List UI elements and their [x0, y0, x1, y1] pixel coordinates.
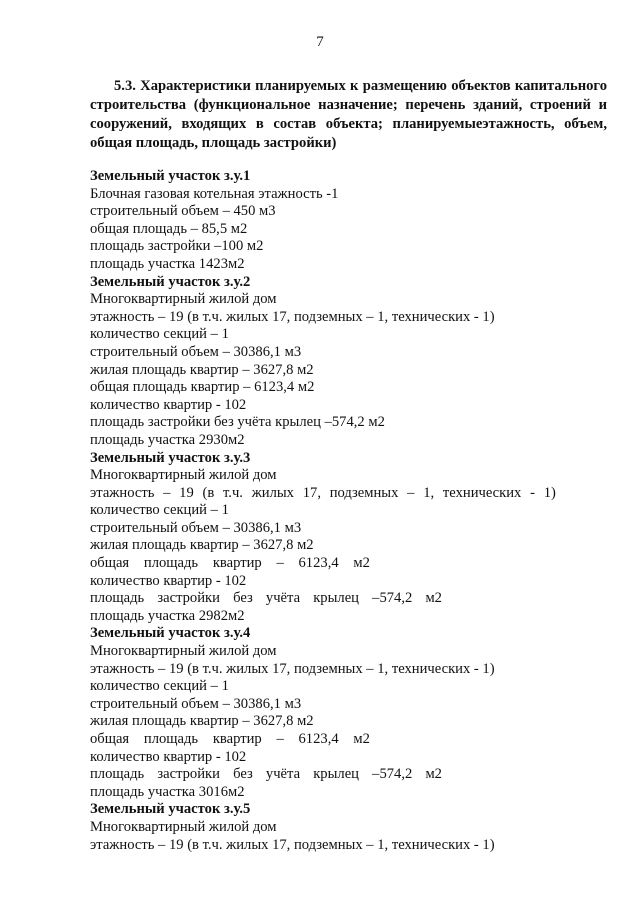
- plot-block-2: [90, 274, 560, 450]
- word: –574,2: [372, 766, 413, 783]
- plot-line: Многоквартирный жилой дом: [90, 643, 277, 660]
- word: 19: [179, 484, 194, 501]
- word: жилых: [251, 484, 294, 501]
- word: технических: [442, 484, 522, 501]
- plot-line: Многоквартирный жилой дом: [90, 467, 277, 484]
- word: общая: [90, 555, 130, 572]
- plot-line: строительный объем – 450 м3: [90, 203, 276, 220]
- plot-line: Многоквартирный жилой дом: [90, 818, 277, 835]
- page-number: 7: [316, 34, 324, 50]
- section-number: 5.3.: [114, 78, 136, 94]
- section-title: Характеристики планируемых к размещению объектов капитального строительства (функциональное назначение; перечень зданий, строений и сооружений, входящих в состав объекта; планируемыеэтажность, объем, общая площадь, площадь застройки): [90, 78, 607, 151]
- word: квартир: [212, 555, 262, 572]
- word: площадь: [90, 590, 145, 607]
- plot-line: жилая площадь квартир – 3627,8 м2: [90, 361, 314, 378]
- plot-line: площадь участка 3016м2: [90, 783, 245, 800]
- plot-line: количество секций – 1: [90, 502, 229, 519]
- section-heading: [90, 77, 607, 153]
- plot-line: количество секций – 1: [90, 326, 229, 343]
- word: общая: [90, 731, 130, 747]
- word: (в: [202, 484, 215, 501]
- plot-line: Многоквартирный жилой дом: [90, 291, 277, 308]
- word: –: [276, 731, 284, 747]
- plot-line: [90, 766, 442, 784]
- word: –: [163, 484, 171, 501]
- word: учёта: [265, 766, 301, 783]
- plot-line: строительный объем – 30386,1 м3: [90, 695, 302, 712]
- word: учёта: [265, 590, 301, 607]
- word: м2: [353, 731, 370, 747]
- plot-line: общая площадь квартир – 6123,4 м2: [90, 379, 315, 396]
- plot-line: площадь застройки –100 м2: [90, 238, 264, 255]
- word: –: [276, 555, 284, 572]
- document-body: [90, 168, 560, 854]
- word: подземных: [329, 484, 399, 501]
- word: 1,: [423, 484, 435, 501]
- plot-line: этажность – 19 (в т.ч. жилых 17, подземных – 1, технических - 1): [90, 660, 495, 677]
- word: 17,: [302, 484, 321, 501]
- plot-line: строительный объем – 30386,1 м3: [90, 343, 302, 360]
- plot-line: [90, 555, 370, 573]
- plot-line: [90, 590, 442, 608]
- word: м2: [353, 555, 370, 572]
- plot-line: общая площадь – 85,5 м2: [90, 220, 248, 237]
- plot-line: количество секций – 1: [90, 678, 229, 695]
- plot-block-5: [90, 801, 560, 854]
- word: –: [407, 484, 415, 501]
- word: 6123,4: [298, 731, 339, 747]
- word: застройки: [157, 590, 220, 607]
- word: этажность: [90, 484, 155, 501]
- plot-line: количество квартир - 102: [90, 748, 247, 765]
- word: м2: [425, 590, 442, 607]
- plot-title: Земельный участок з.у.5: [90, 801, 251, 818]
- plot-line: жилая площадь квартир – 3627,8 м2: [90, 713, 314, 730]
- plot-line: этажность – 19 (в т.ч. жилых 17, подземных – 1, технических - 1): [90, 836, 495, 853]
- plot-line: количество квартир - 102: [90, 396, 247, 413]
- plot-title: Земельный участок з.у.1: [90, 168, 251, 184]
- plot-title: Земельный участок з.у.3: [90, 449, 251, 466]
- word: 1): [543, 484, 556, 501]
- plot-line: площадь застройки без учёта крылец –574,2 м2: [90, 414, 385, 431]
- word: т.ч.: [223, 484, 243, 501]
- plot-line: этажность – 19 (в т.ч. жилых 17, подземных – 1, технических - 1): [90, 308, 495, 325]
- plot-line: жилая площадь квартир – 3627,8 м2: [90, 537, 314, 554]
- word: площадь: [143, 731, 199, 747]
- plot-title: Земельный участок з.у.4: [90, 625, 251, 642]
- word: 6123,4: [298, 555, 339, 572]
- word: крылец: [313, 766, 359, 783]
- plot-line: [90, 731, 370, 749]
- word: крылец: [313, 590, 359, 607]
- plot-line: строительный объем – 30386,1 м3: [90, 519, 302, 536]
- plot-line: Блочная газовая котельная этажность -1: [90, 185, 339, 202]
- plot-line: количество квартир - 102: [90, 572, 247, 589]
- word: –574,2: [372, 590, 413, 607]
- word: без: [233, 590, 253, 607]
- word: без: [233, 766, 253, 783]
- word: застройки: [157, 766, 220, 783]
- word: площадь: [143, 555, 199, 572]
- plot-line: площадь участка 2930м2: [90, 431, 245, 448]
- plot-line: [90, 485, 556, 503]
- word: квартир: [212, 731, 262, 747]
- plot-block-3: [90, 450, 560, 626]
- plot-block-4: [90, 625, 560, 801]
- word: -: [530, 484, 535, 501]
- plot-line: площадь участка 1423м2: [90, 255, 245, 272]
- plot-title: Земельный участок з.у.2: [90, 273, 251, 290]
- word: площадь: [90, 766, 145, 783]
- plot-line: площадь участка 2982м2: [90, 607, 245, 624]
- word: м2: [425, 766, 442, 783]
- plot-block-1: [90, 168, 560, 274]
